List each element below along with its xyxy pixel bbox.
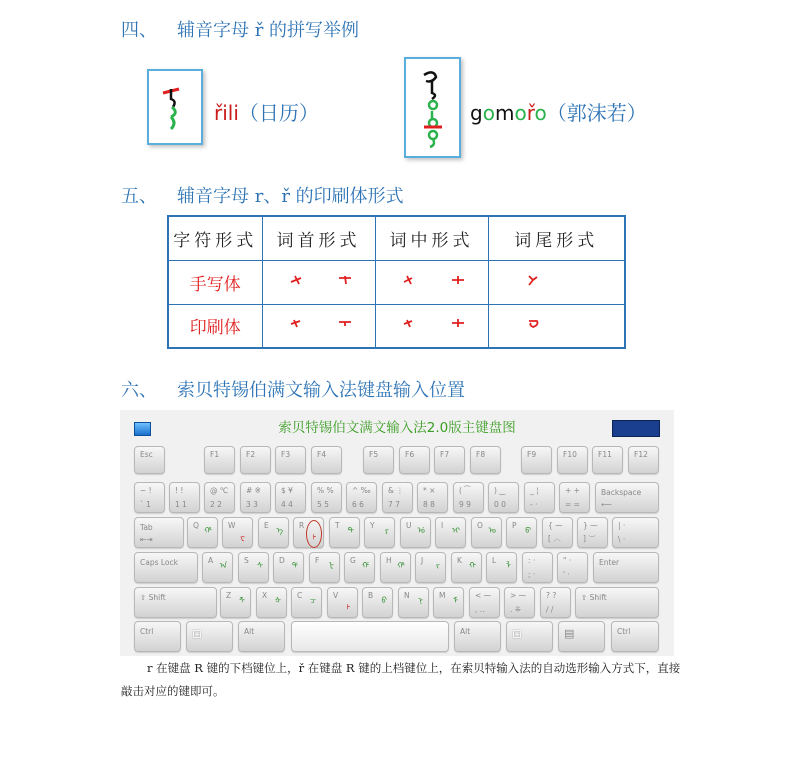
- manchu-glyph-initial-handwritten: [289, 273, 359, 293]
- key-period: > ⁓ . ⁜: [504, 587, 535, 618]
- key-m: M ᠮ: [433, 587, 464, 618]
- table-row: [168, 260, 625, 304]
- key-f: F ᡶ: [309, 552, 340, 583]
- manchu-word-box-gomoro: [404, 57, 461, 158]
- menu-icon: ▤: [564, 627, 575, 640]
- key-5: % % 5 5: [311, 482, 342, 513]
- section-4-number: 四、: [121, 20, 157, 41]
- key-menu: [558, 621, 605, 652]
- windows-icon: ⊞: [512, 627, 523, 641]
- key-esc: Esc: [134, 446, 165, 474]
- key-z: Z ᡯ: [220, 587, 251, 618]
- key-enter: Enter: [593, 552, 659, 583]
- key-backspace: Backspace ⟵: [595, 482, 659, 513]
- key-backslash: | · \ ·: [612, 517, 659, 548]
- table-cell: [262, 260, 375, 304]
- table-cell: [488, 304, 625, 348]
- key-left-alt: Alt: [238, 621, 285, 652]
- key-right-alt: Alt: [454, 621, 501, 652]
- key-right-shift: ⇧ Shift: [575, 587, 659, 618]
- key-right-bracket: } ⁓ ] ︶: [577, 517, 608, 548]
- table-header-cell: 字符形式: [168, 216, 262, 260]
- key-f4: F4: [311, 446, 342, 474]
- key-i: I ᡳ: [435, 517, 466, 548]
- key-f12: F12: [628, 446, 659, 474]
- key-9: ( ⁀ 9 9: [453, 482, 484, 513]
- key-minus: _ ¦ - ·: [524, 482, 555, 513]
- brand-logo-icon: [612, 420, 660, 437]
- key-f11: F11: [592, 446, 623, 474]
- key-f8: F8: [470, 446, 501, 474]
- section-4-heading: [121, 16, 359, 42]
- windows-icon: ⊞: [192, 627, 203, 641]
- key-t: T ᡨ: [329, 517, 360, 548]
- key-g: G ᡤ: [344, 552, 375, 583]
- key-0: ) ‿ 0 0: [488, 482, 519, 513]
- table-header-cell: 词中形式: [375, 216, 488, 260]
- section-5-title: 辅音字母 r、ř 的印刷体形式: [177, 186, 404, 207]
- key-2: @ ℃ 2 2: [204, 482, 235, 513]
- key-k: K ᡴ: [451, 552, 482, 583]
- key-caps-lock: Caps Lock: [134, 552, 198, 583]
- key-slash: ? ? / /: [540, 587, 571, 618]
- key-f9: F9: [521, 446, 552, 474]
- section-5-heading: [121, 182, 404, 208]
- example-2-letter-o: o: [514, 101, 527, 125]
- example-2-letter-o: o: [482, 101, 495, 125]
- key-p: P ᡦ: [506, 517, 537, 548]
- key-quote: " · ' ·: [557, 552, 588, 583]
- manchu-glyph-medial-printed: [402, 316, 472, 336]
- key-right-ctrl: Ctrl: [611, 621, 659, 652]
- key-h: H ᡥ: [380, 552, 411, 583]
- key-left-bracket: { ⁓ [ ︿: [542, 517, 573, 548]
- key-b: B ᠪ: [362, 587, 393, 618]
- table-header-cell: 词首形式: [262, 216, 375, 260]
- key-left-win: [186, 621, 233, 652]
- key-j: J ᠵ: [415, 552, 446, 583]
- manchu-glyph-final-handwritten: [525, 273, 545, 293]
- key-backtick: ~ ! ` 1: [134, 482, 165, 513]
- manchu-script-image: [149, 71, 201, 143]
- key-n: N ᠨ: [398, 587, 429, 618]
- table-cell: [375, 304, 488, 348]
- key-tab: Tab ⇤⇥: [134, 517, 184, 548]
- key-semicolon: : · ; ·: [522, 552, 553, 583]
- key-f2: F2: [240, 446, 271, 474]
- example-2-letter-g: g: [470, 101, 483, 125]
- key-f10: F10: [557, 446, 588, 474]
- table-cell: [375, 260, 488, 304]
- key-8: * × 8 8: [417, 482, 448, 513]
- section-6-title: 索贝特锡伯满文输入法键盘输入位置: [177, 380, 465, 401]
- example-1-gloss: （日历）: [238, 101, 319, 125]
- key-f1: F1: [204, 446, 235, 474]
- key-d: D ᡩ: [273, 552, 304, 583]
- key-4: $ ¥ 4 4: [275, 482, 306, 513]
- key-equals: + + = =: [559, 482, 590, 513]
- key-w: W ᠸ: [222, 517, 253, 548]
- key-r: R ᡰ: [293, 517, 324, 548]
- key-space: [291, 621, 449, 652]
- example-2-gloss: （郭沫若）: [546, 101, 647, 125]
- example-2-letter-m: m: [494, 101, 515, 125]
- highlight-circle-r-key: [306, 520, 322, 548]
- key-left-shift: ⇧ Shift: [134, 587, 217, 618]
- instruction-paragraph: r 在键盘 R 键的下档键位上，ř 在键盘 R 键的上档键位上，在索贝特输入法的自动选形输入方式下，直接敲击对应的键即可。: [121, 661, 681, 698]
- key-x: X ᡧ: [256, 587, 287, 618]
- key-f7: F7: [434, 446, 465, 474]
- key-right-win: [506, 621, 553, 652]
- section-6-heading: [121, 376, 465, 402]
- key-u: U ᡠ: [400, 517, 431, 548]
- manchu-script-image: [406, 59, 459, 156]
- key-f5: F5: [363, 446, 394, 474]
- row-label-printed: 印刷体: [168, 304, 262, 348]
- key-s: S ᠰ: [238, 552, 269, 583]
- example-2-letter-o: o: [534, 101, 547, 125]
- table-cell: [262, 304, 375, 348]
- row-label-handwritten: 手写体: [168, 260, 262, 304]
- key-f3: F3: [275, 446, 306, 474]
- section-5-number: 五、: [121, 186, 157, 207]
- keyboard-title: 索贝特锡伯文满文输入法2.0版主键盘图: [278, 420, 516, 436]
- manchu-glyph-medial-handwritten: [402, 273, 472, 293]
- key-l: L ᠯ: [486, 552, 517, 583]
- keyboard-layout-image: [120, 410, 674, 656]
- table-header-row: [168, 216, 625, 260]
- key-6: ^ ‰ 6 6: [346, 482, 377, 513]
- letter-forms-table: [167, 215, 626, 349]
- key-1: ! ! 1 1: [169, 482, 200, 513]
- key-e: E ᡝ: [258, 517, 289, 548]
- manchu-glyph-final-printed: [525, 316, 545, 336]
- example-1-word: řili: [214, 101, 239, 125]
- key-3: # ※ 3 3: [240, 482, 271, 513]
- key-q: Q ᡥ: [187, 517, 218, 548]
- manchu-glyph-initial-printed: [289, 316, 359, 336]
- key-v: V ᡰ: [327, 587, 358, 618]
- table-header-cell: 词尾形式: [488, 216, 625, 260]
- section-4-title: 辅音字母 ř 的拼写举例: [177, 20, 360, 41]
- key-a: A ᠠ: [202, 552, 233, 583]
- key-y: Y ᠶ: [364, 517, 395, 548]
- key-7: & ⋮ 7 7: [382, 482, 413, 513]
- key-c: C ᠴ: [291, 587, 322, 618]
- table-row: [168, 304, 625, 348]
- section-6-number: 六、: [121, 380, 157, 401]
- key-left-ctrl: Ctrl: [134, 621, 181, 652]
- table-cell: [488, 260, 625, 304]
- key-o: O ᠣ: [471, 517, 502, 548]
- example-1-text: [214, 97, 319, 126]
- example-2-letter-r: ř: [526, 101, 535, 125]
- key-comma: < ⁓ , ‥: [469, 587, 500, 618]
- manchu-word-box-riili: [147, 69, 203, 145]
- key-f6: F6: [399, 446, 430, 474]
- example-2-text: [470, 97, 647, 126]
